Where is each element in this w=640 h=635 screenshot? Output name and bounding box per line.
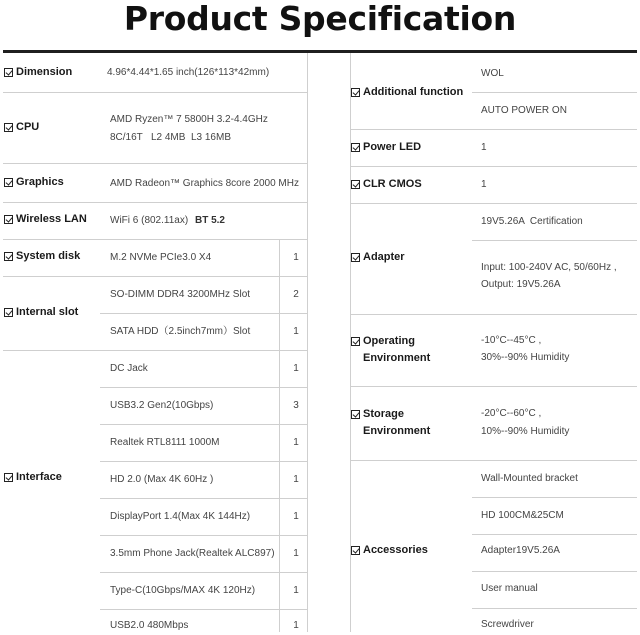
row-divider bbox=[472, 497, 637, 498]
spec-label-clr-cmos bbox=[351, 178, 422, 190]
spec-value: AMD Ryzen™ 7 5800H 3.2-4.4GHz bbox=[110, 114, 268, 125]
spec-label-dimension bbox=[4, 66, 72, 78]
spec-label-graphics bbox=[4, 176, 64, 188]
spec-value: 8C/16T L2 4MB L3 16MB bbox=[110, 132, 231, 143]
spec-value: SO-DIMM DDR4 3200MHz Slot bbox=[110, 289, 251, 300]
row-divider bbox=[100, 461, 307, 462]
checkbox-icon bbox=[4, 215, 13, 224]
row-divider bbox=[472, 240, 637, 241]
spec-label-additional-function bbox=[351, 86, 463, 98]
spec-value: Output: 19V5.26A bbox=[481, 279, 561, 290]
label-text: CLR CMOS bbox=[363, 178, 422, 190]
checkbox-icon bbox=[351, 180, 360, 189]
row-divider bbox=[3, 276, 307, 277]
row-divider bbox=[350, 314, 637, 315]
label-text: Interface bbox=[16, 471, 62, 483]
spec-value: Input: 100-240V AC, 50/60Hz , bbox=[481, 262, 617, 273]
label-text: Environment bbox=[363, 425, 431, 437]
spec-value: HD 2.0 (Max 4K 60Hz ) bbox=[110, 474, 214, 485]
spec-label-operating-environment bbox=[351, 333, 430, 367]
page-title: Product Specification bbox=[123, 0, 517, 38]
spec-count: 1 bbox=[293, 252, 299, 263]
label-text: Graphics bbox=[16, 176, 64, 188]
row-divider bbox=[472, 608, 637, 609]
row-divider bbox=[3, 202, 307, 203]
label-text: Dimension bbox=[16, 66, 73, 78]
row-divider bbox=[100, 313, 307, 314]
checkbox-icon bbox=[4, 308, 13, 317]
spec-value: 1 bbox=[481, 142, 487, 153]
spec-value: USB2.0 480Mbps bbox=[110, 620, 189, 631]
spec-value: SATA HDD（2.5inch7mm）Slot bbox=[110, 326, 251, 337]
spec-value: AUTO POWER ON bbox=[481, 105, 567, 116]
accessory-item: Adapter19V5.26A bbox=[481, 545, 560, 556]
spec-value: AMD Radeon™ Graphics 8core 2000 MHz bbox=[110, 178, 299, 189]
label-text: Environment bbox=[363, 352, 431, 364]
row-divider bbox=[100, 609, 307, 610]
spec-value: 19V5.26A Certification bbox=[481, 216, 583, 227]
row-divider bbox=[350, 460, 637, 461]
spec-count: 1 bbox=[293, 326, 299, 337]
row-divider bbox=[100, 498, 307, 499]
row-divider bbox=[100, 535, 307, 536]
label-text: Internal slot bbox=[16, 306, 79, 318]
spec-count: 2 bbox=[293, 289, 299, 300]
label-text: Adapter bbox=[363, 251, 405, 263]
spec-value: 1 bbox=[481, 179, 487, 190]
spec-label-accessories bbox=[351, 544, 428, 556]
spec-value: USB3.2 Gen2(10Gbps) bbox=[110, 400, 214, 411]
checkbox-icon bbox=[351, 337, 360, 346]
row-divider bbox=[350, 129, 637, 130]
spec-count: 1 bbox=[293, 548, 299, 559]
spec-value: Type-C(10Gbps/MAX 4K 120Hz) bbox=[110, 585, 256, 596]
checkbox-icon bbox=[351, 410, 360, 419]
label-text: Wireless LAN bbox=[16, 213, 87, 225]
spec-label-internal-slot bbox=[4, 306, 78, 318]
spec-count: 1 bbox=[293, 585, 299, 596]
label-text: Operating bbox=[363, 335, 415, 347]
accessory-item: Screwdriver bbox=[481, 619, 534, 630]
row-divider bbox=[350, 203, 637, 204]
spec-value: -10°C--45°C , bbox=[481, 335, 542, 346]
spec-value: M.2 NVMe PCIe3.0 X4 bbox=[110, 252, 212, 263]
spec-count: 1 bbox=[293, 474, 299, 485]
row-divider bbox=[472, 534, 637, 535]
spec-value: 3.5mm Phone Jack(Realtek ALC897) bbox=[110, 548, 275, 559]
row-divider bbox=[3, 92, 307, 93]
accessory-item: User manual bbox=[481, 583, 538, 594]
spec-value: DC Jack bbox=[110, 363, 148, 374]
row-divider bbox=[100, 572, 307, 573]
column-divider bbox=[279, 239, 280, 632]
spec-count: 1 bbox=[293, 620, 299, 631]
checkbox-icon bbox=[351, 253, 360, 262]
label-text: Storage bbox=[363, 408, 404, 420]
checkbox-icon bbox=[4, 68, 13, 77]
row-divider bbox=[100, 387, 307, 388]
label-text: System disk bbox=[16, 250, 81, 262]
spec-count: 3 bbox=[293, 400, 299, 411]
spec-count: 1 bbox=[293, 511, 299, 522]
label-text: Accessories bbox=[363, 544, 428, 556]
row-divider bbox=[3, 350, 307, 351]
bt-text: BT 5.2 bbox=[194, 215, 225, 226]
label-text: Additional function bbox=[363, 86, 464, 98]
row-divider bbox=[3, 163, 307, 164]
spec-label-interface bbox=[4, 471, 62, 483]
accessory-item: HD 100CM&25CM bbox=[481, 510, 564, 521]
spec-label-system-disk bbox=[4, 250, 80, 262]
spec-value: 10%--90% Humidity bbox=[481, 426, 570, 437]
spec-value: 30%--90% Humidity bbox=[481, 352, 570, 363]
row-divider bbox=[472, 571, 637, 572]
spec-label-adapter bbox=[351, 251, 405, 263]
spec-value: -20°C--60°C , bbox=[481, 408, 542, 419]
checkbox-icon bbox=[4, 178, 13, 187]
row-divider bbox=[350, 166, 637, 167]
row-divider bbox=[472, 92, 637, 93]
checkbox-icon bbox=[4, 123, 13, 132]
row-divider bbox=[3, 239, 307, 240]
spec-value: DisplayPort 1.4(Max 4K 144Hz) bbox=[110, 511, 251, 522]
spec-label-storage-environment bbox=[351, 406, 430, 440]
checkbox-icon bbox=[4, 473, 13, 482]
checkbox-icon bbox=[351, 546, 360, 555]
label-text: CPU bbox=[16, 121, 40, 133]
spec-value: Realtek RTL8111 1000M bbox=[110, 437, 220, 448]
wifi-text: WiFi 6 (802.11ax) bbox=[110, 215, 189, 226]
spec-label-power-led bbox=[351, 141, 421, 153]
spec-count: 1 bbox=[293, 363, 299, 374]
spec-value bbox=[110, 212, 225, 230]
spec-label-wireless bbox=[4, 213, 87, 225]
title-divider bbox=[3, 50, 637, 53]
row-divider bbox=[100, 424, 307, 425]
accessory-item: Wall-Mounted bracket bbox=[481, 473, 578, 484]
label-text: Power LED bbox=[363, 141, 422, 153]
row-divider bbox=[350, 386, 637, 387]
spec-value: WOL bbox=[481, 68, 504, 79]
checkbox-icon bbox=[351, 88, 360, 97]
checkbox-icon bbox=[351, 143, 360, 152]
spec-label-cpu bbox=[4, 121, 39, 133]
spec-value: 4.96*4.44*1.65 inch(126*113*42mm) bbox=[107, 67, 270, 78]
column-divider bbox=[307, 53, 308, 632]
spec-count: 1 bbox=[293, 437, 299, 448]
checkbox-icon bbox=[4, 252, 13, 261]
